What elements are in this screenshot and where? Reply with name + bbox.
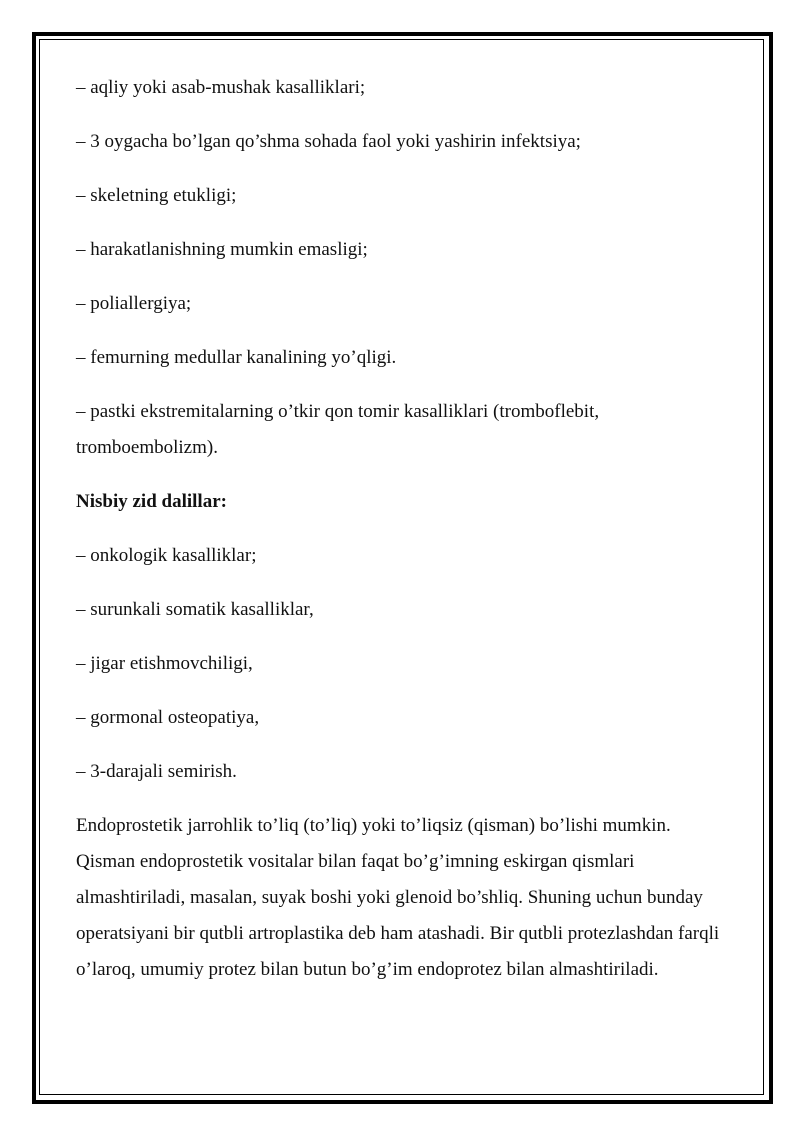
section-heading: Nisbiy zid dalillar: bbox=[76, 491, 227, 512]
list-item-vascular-diseases: – pastki ekstremitalarning o’tkir qon tomir kasalliklari (tromboflebit, tromboembolizm). bbox=[76, 401, 600, 458]
list-item-infection: – 3 oygacha bo’lgan qo’shma sohada faol yoki yashirin infektsiya; bbox=[76, 131, 581, 152]
list-item-obesity: – 3-darajali semirish. bbox=[76, 761, 237, 782]
list-item-femur-canal: – femurning medullar kanalining yo’qligi. bbox=[76, 347, 397, 368]
list-item-mental-disorders: – aqliy yoki asab-mushak kasalliklari; bbox=[76, 77, 366, 98]
list-item-somatic: – surunkali somatik kasalliklar, bbox=[76, 599, 314, 620]
list-item-liver: – jigar etishmovchiligi, bbox=[76, 653, 253, 674]
list-item-polyallergy: – poliallergiya; bbox=[76, 293, 192, 314]
list-item-skeletal-maturity: – skeletning etukligi; bbox=[76, 185, 237, 206]
list-item-oncology: – onkologik kasalliklar; bbox=[76, 545, 257, 566]
document-body bbox=[76, 70, 726, 988]
list-item-osteopathy: – gormonal osteopatiya, bbox=[76, 707, 260, 728]
list-item-immobility: – harakatlanishning mumkin emasligi; bbox=[76, 239, 368, 260]
body-paragraph: Endoprostetik jarrohlik to’liq (to’liq) yoki to’liqsiz (qisman) bo’lishi mumkin. Qisman endoprostetik vositalar bilan faqat bo’g’imning eskirgan qismlari almashtiriladi, masalan, suyak boshi yoki glenoid bo’shliq. Shuning uchun bunday operatsiyani bir qutbli artroplastika deb ham atashadi. Bir qutbli protezlashdan farqli o’laroq, umumiy protez bilan butun bo’g’im endoprotez bilan almashtiriladi. bbox=[76, 815, 720, 980]
